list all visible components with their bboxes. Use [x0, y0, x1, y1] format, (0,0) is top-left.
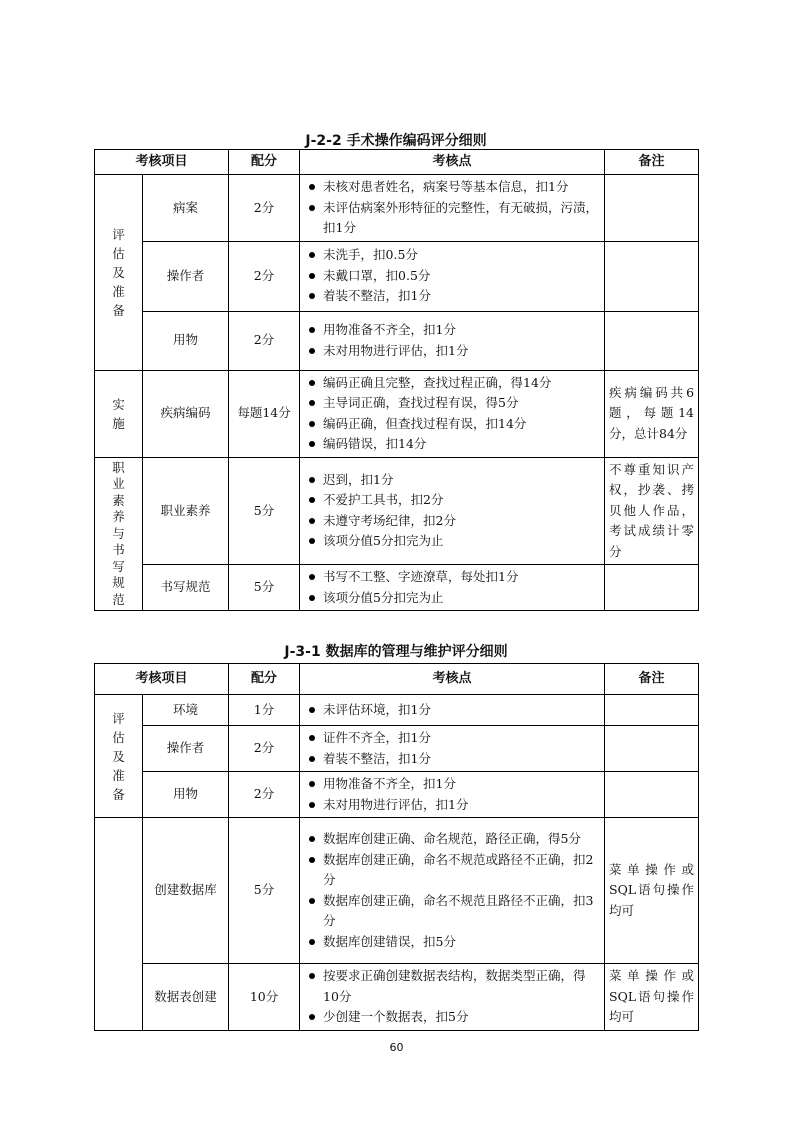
group-label-char: 及 [112, 264, 125, 280]
group-label-char: 实 [112, 396, 125, 412]
item-note [605, 726, 699, 772]
list-item: 着装不整洁，扣1分 [306, 286, 600, 307]
list-item: 用物准备不齐全，扣1分 [306, 774, 600, 795]
item-note [605, 241, 699, 311]
table2-header-row [95, 664, 699, 695]
table-row [95, 772, 699, 818]
group-label-char: 准 [112, 767, 125, 783]
group-label-char: 范 [112, 591, 125, 607]
item-points [300, 565, 605, 611]
list-item: 数据库创建正确，命名不规范或路径不正确，扣2分 [306, 850, 600, 891]
group-label-char: 准 [112, 283, 125, 299]
list-item: 数据库创建错误，扣5分 [306, 932, 600, 953]
table1-title: J-2-2 手术操作编码评分细则 [305, 133, 487, 149]
list-item: 用物准备不齐全，扣1分 [306, 320, 600, 341]
group-label-char: 书 [112, 542, 125, 557]
item-points [300, 695, 605, 726]
table-row [95, 370, 699, 457]
table-row [95, 695, 699, 726]
list-item: 编码错误，扣14分 [306, 434, 600, 455]
list-item: 未评估病案外形特征的完整性，有无破损，污渍，扣1分 [306, 198, 600, 239]
group-label-char: 及 [112, 748, 125, 764]
item-points [300, 457, 605, 565]
item-points [300, 772, 605, 818]
list-item: 着装不整洁，扣1分 [306, 749, 600, 770]
list-item: 未评估环境，扣1分 [306, 700, 600, 721]
header-score: 配分 [229, 150, 300, 175]
list-item: 未遵守考场纪律，扣2分 [306, 511, 600, 532]
group-label-char: 备 [112, 786, 125, 802]
group-label-assessment [95, 175, 143, 371]
header-item: 考核项目 [95, 664, 229, 695]
item-name: 用物 [143, 311, 229, 370]
header-points: 考核点 [300, 150, 605, 175]
group-label-char: 估 [112, 729, 125, 745]
item-points [300, 370, 605, 457]
list-item: 证件不齐全，扣1分 [306, 728, 600, 749]
group-label-char: 与 [112, 525, 125, 541]
group-label-blank [95, 818, 143, 1031]
item-score: 5分 [229, 818, 300, 964]
item-name: 环境 [143, 695, 229, 726]
item-note: 不尊重知识产权，抄袭、拷贝他人作品，考试成绩计零分 [605, 457, 699, 565]
item-name: 用物 [143, 772, 229, 818]
item-name: 书写规范 [143, 565, 229, 611]
item-points [300, 818, 605, 964]
item-note [605, 175, 699, 242]
group-label-char: 评 [112, 710, 125, 726]
list-item: 按要求正确创建数据表结构，数据类型正确，得10分 [306, 966, 600, 1007]
item-score: 2分 [229, 241, 300, 311]
table-row [95, 175, 699, 242]
group-label-char: 评 [112, 226, 125, 242]
list-item: 未核对患者姓名，病案号等基本信息，扣1分 [306, 177, 600, 198]
list-item: 主导词正确，查找过程有误，得5分 [306, 393, 600, 414]
table2-title: J-3-1 数据库的管理与维护评分细则 [284, 644, 508, 660]
header-note: 备注 [605, 664, 699, 695]
group-label-char: 施 [112, 415, 125, 431]
item-score: 2分 [229, 175, 300, 242]
item-note: 菜单操作或SQL语句操作均可 [605, 964, 699, 1031]
header-item: 考核项目 [95, 150, 229, 175]
table-row [95, 818, 699, 964]
group-label-char: 素 [112, 492, 125, 508]
item-score: 每题14分 [229, 370, 300, 457]
item-score: 5分 [229, 565, 300, 611]
group-label-char: 规 [112, 575, 125, 590]
list-item: 未对用物进行评估，扣1分 [306, 795, 600, 816]
list-item: 数据库创建正确、命名规范，路径正确，得5分 [306, 829, 600, 850]
group-label-char: 职 [112, 459, 125, 475]
item-name: 操作者 [143, 241, 229, 311]
item-name: 创建数据库 [143, 818, 229, 964]
table1-header-row [95, 150, 699, 175]
item-points [300, 241, 605, 311]
item-score: 2分 [229, 311, 300, 370]
item-score: 1分 [229, 695, 300, 726]
table1 [94, 149, 699, 611]
item-note [605, 695, 699, 726]
list-item: 编码正确，但查找过程有误，扣14分 [306, 414, 600, 435]
item-score: 2分 [229, 726, 300, 772]
item-note: 菜单操作或SQL语句操作均可 [605, 818, 699, 964]
list-item: 该项分值5分扣完为止 [306, 531, 600, 552]
item-name: 疾病编码 [143, 370, 229, 457]
table-row [95, 565, 699, 611]
item-points [300, 964, 605, 1031]
table-row [95, 311, 699, 370]
table2 [94, 663, 699, 1031]
item-name: 数据表创建 [143, 964, 229, 1031]
group-label-professionalism [95, 457, 143, 611]
item-note [605, 565, 699, 611]
group-label-char: 养 [112, 509, 125, 524]
item-score: 10分 [229, 964, 300, 1031]
group-label-char: 备 [112, 302, 125, 318]
item-name: 职业素养 [143, 457, 229, 565]
header-note: 备注 [605, 150, 699, 175]
item-note [605, 772, 699, 818]
item-note [605, 311, 699, 370]
group-label-char: 写 [112, 558, 125, 574]
item-name: 病案 [143, 175, 229, 242]
table-row [95, 457, 699, 565]
item-points [300, 175, 605, 242]
group-label-implementation [95, 370, 143, 457]
group-label-char: 估 [112, 245, 125, 261]
header-points: 考核点 [300, 664, 605, 695]
list-item: 书写不工整、字迹潦草，每处扣1分 [306, 567, 600, 588]
list-item: 数据库创建正确，命名不规范且路径不正确，扣3分 [306, 891, 600, 932]
list-item: 不爱护工具书，扣2分 [306, 490, 600, 511]
item-name: 操作者 [143, 726, 229, 772]
item-points [300, 311, 605, 370]
list-item: 未戴口罩，扣0.5分 [306, 266, 600, 287]
table-row [95, 241, 699, 311]
table-row [95, 964, 699, 1031]
item-note: 疾病编码共6题，每题14分，总计84分 [605, 370, 699, 457]
table-row [95, 726, 699, 772]
header-score: 配分 [229, 664, 300, 695]
page-number: 60 [389, 1041, 404, 1054]
list-item: 迟到，扣1分 [306, 470, 600, 491]
list-item: 少创建一个数据表，扣5分 [306, 1007, 600, 1028]
list-item: 该项分值5分扣完为止 [306, 588, 600, 609]
group-label-assessment [95, 695, 143, 818]
list-item: 未洗手，扣0.5分 [306, 245, 600, 266]
list-item: 未对用物进行评估，扣1分 [306, 341, 600, 362]
item-score: 2分 [229, 772, 300, 818]
list-item: 编码正确且完整，查找过程正确，得14分 [306, 373, 600, 394]
item-score: 5分 [229, 457, 300, 565]
item-points [300, 726, 605, 772]
group-label-char: 业 [112, 476, 125, 491]
